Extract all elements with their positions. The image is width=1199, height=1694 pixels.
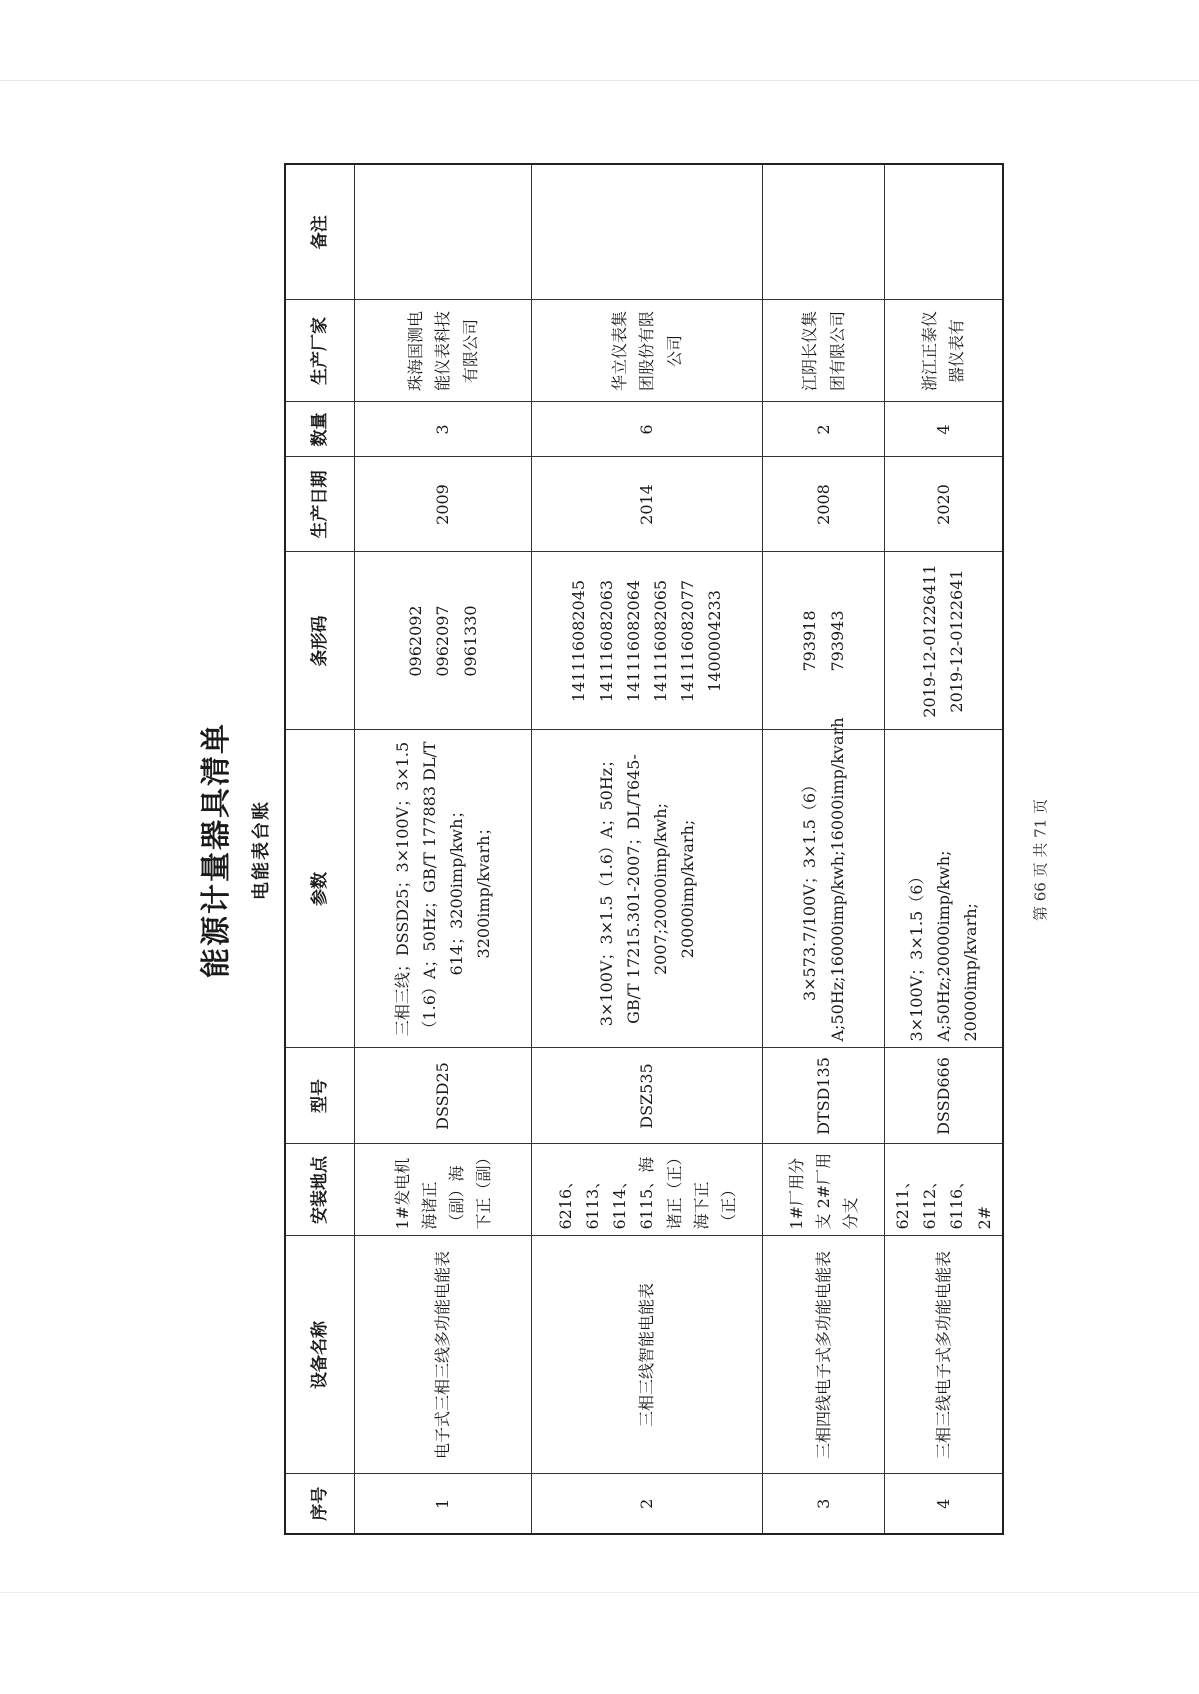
cell-remark xyxy=(532,164,763,300)
cell-qty: 3 xyxy=(355,402,532,457)
barcode: 2019-12-0122641 xyxy=(947,569,967,713)
barcode: 793943 xyxy=(827,610,847,672)
cell-remark xyxy=(885,164,1003,300)
header-model: 型号 xyxy=(285,1048,355,1144)
barcode: 0961330 xyxy=(460,605,480,677)
cell-maker: 华立仪表集团股份有限公司 xyxy=(532,300,763,402)
cell-model: DSSD25 xyxy=(355,1048,532,1144)
cell-remark xyxy=(763,164,885,300)
header-location: 安装地点 xyxy=(285,1144,355,1236)
cell-no: 4 xyxy=(885,1474,1003,1534)
cell-name: 三相三线智能电能表 xyxy=(532,1236,763,1474)
cell-params: 3×100V；3×1.5（1.6）A；50Hz；GB/T 17215.301-2007；DL/T645-2007;20000imp/kwh; 20000imp/kvarh; xyxy=(532,730,763,1048)
barcode: 141116082045 xyxy=(569,579,589,703)
barcode: 0962097 xyxy=(433,605,453,677)
header-maker: 生产厂家 xyxy=(285,300,355,402)
barcode: 793918 xyxy=(800,610,820,672)
barcode: 1400004233 xyxy=(705,590,725,692)
table-subtitle: 电能表台账 xyxy=(251,800,272,900)
cell-qty: 6 xyxy=(532,402,763,457)
header-barcode: 条形码 xyxy=(285,552,355,730)
cell-maker: 浙江正泰仪器仪表有 xyxy=(885,300,1003,402)
cell-location: 1#发电机 海诸正（副）海下正（副） xyxy=(355,1144,532,1236)
cell-barcodes xyxy=(355,552,532,730)
table-row xyxy=(763,164,885,1534)
table-row xyxy=(885,164,1003,1534)
cell-no: 2 xyxy=(532,1474,763,1534)
table-row xyxy=(532,164,763,1534)
header-qty: 数量 xyxy=(285,402,355,457)
page-footer: 第 66 页 共 71 页 xyxy=(1031,798,1050,922)
barcode: 141116082063 xyxy=(596,579,616,703)
cell-model: DTSD135 xyxy=(763,1048,885,1144)
cell-no: 1 xyxy=(355,1474,532,1534)
cell-barcodes xyxy=(763,552,885,730)
table-row xyxy=(355,164,532,1534)
cell-params: 3×573.7/100V；3×1.5（6）A;50Hz;16000imp/kwh;16000imp/kvarh xyxy=(763,730,885,1048)
document-title: 能源计量器具清单 xyxy=(199,722,234,978)
cell-date: 2020 xyxy=(885,457,1003,552)
cell-location: 6211、6112、6116、2# xyxy=(885,1144,1003,1236)
barcode: 0962092 xyxy=(406,605,426,677)
cell-params: 3×100V；3×1.5（6）A;50Hz;20000imp/kwh; 20000imp/kvarh; xyxy=(885,730,1003,1048)
cell-location: 6216、6113、6114、6115、海诸正（正）海下正（正） xyxy=(532,1144,763,1236)
cell-date: 2008 xyxy=(763,457,885,552)
cell-model: DSZ535 xyxy=(532,1048,763,1144)
header-params: 参数 xyxy=(285,730,355,1048)
cell-params: 三相三线；DSSD25；3×100V；3×1.5（1.6）A；50Hz；GB/T 177883 DL/T 614；3200imp/kwh；3200imp/kvarh； xyxy=(355,730,532,1048)
cell-maker: 珠海国测电能仪表科技有限公司 xyxy=(355,300,532,402)
cell-location: 1#厂用分支 2#厂用分支 xyxy=(763,1144,885,1236)
cell-barcodes xyxy=(532,552,763,730)
barcode: 2019-12-01226411 xyxy=(920,564,940,718)
cell-remark xyxy=(355,164,532,300)
barcode: 141116082065 xyxy=(651,579,670,703)
cell-barcodes xyxy=(885,552,1003,730)
header-remark: 备注 xyxy=(285,164,355,300)
header-name: 设备名称 xyxy=(285,1236,355,1474)
scan-edge-bottom xyxy=(0,1592,1199,1593)
barcode: 141116082064 xyxy=(623,579,643,703)
cell-name: 三相四线电子式多功能电能表 xyxy=(763,1236,885,1474)
cell-date: 2014 xyxy=(532,457,763,552)
cell-no: 3 xyxy=(763,1474,885,1534)
cell-qty: 2 xyxy=(763,402,885,457)
header-no: 序号 xyxy=(285,1474,355,1534)
cell-date: 2009 xyxy=(355,457,532,552)
cell-model: DSSD666 xyxy=(885,1048,1003,1144)
rotated-page-content xyxy=(194,165,994,1535)
scan-edge-top xyxy=(0,80,1199,81)
cell-name: 三相三线电子式多功能电能表 xyxy=(885,1236,1003,1474)
cell-name: 电子式三相三线多功能电能表 xyxy=(355,1236,532,1474)
barcode: 141116082077 xyxy=(678,579,698,703)
header-row xyxy=(285,164,355,1534)
cell-maker: 江阴长仪集团有限公司 xyxy=(763,300,885,402)
header-date: 生产日期 xyxy=(285,457,355,552)
cell-qty: 4 xyxy=(885,402,1003,457)
meter-ledger-table xyxy=(284,163,1004,1535)
